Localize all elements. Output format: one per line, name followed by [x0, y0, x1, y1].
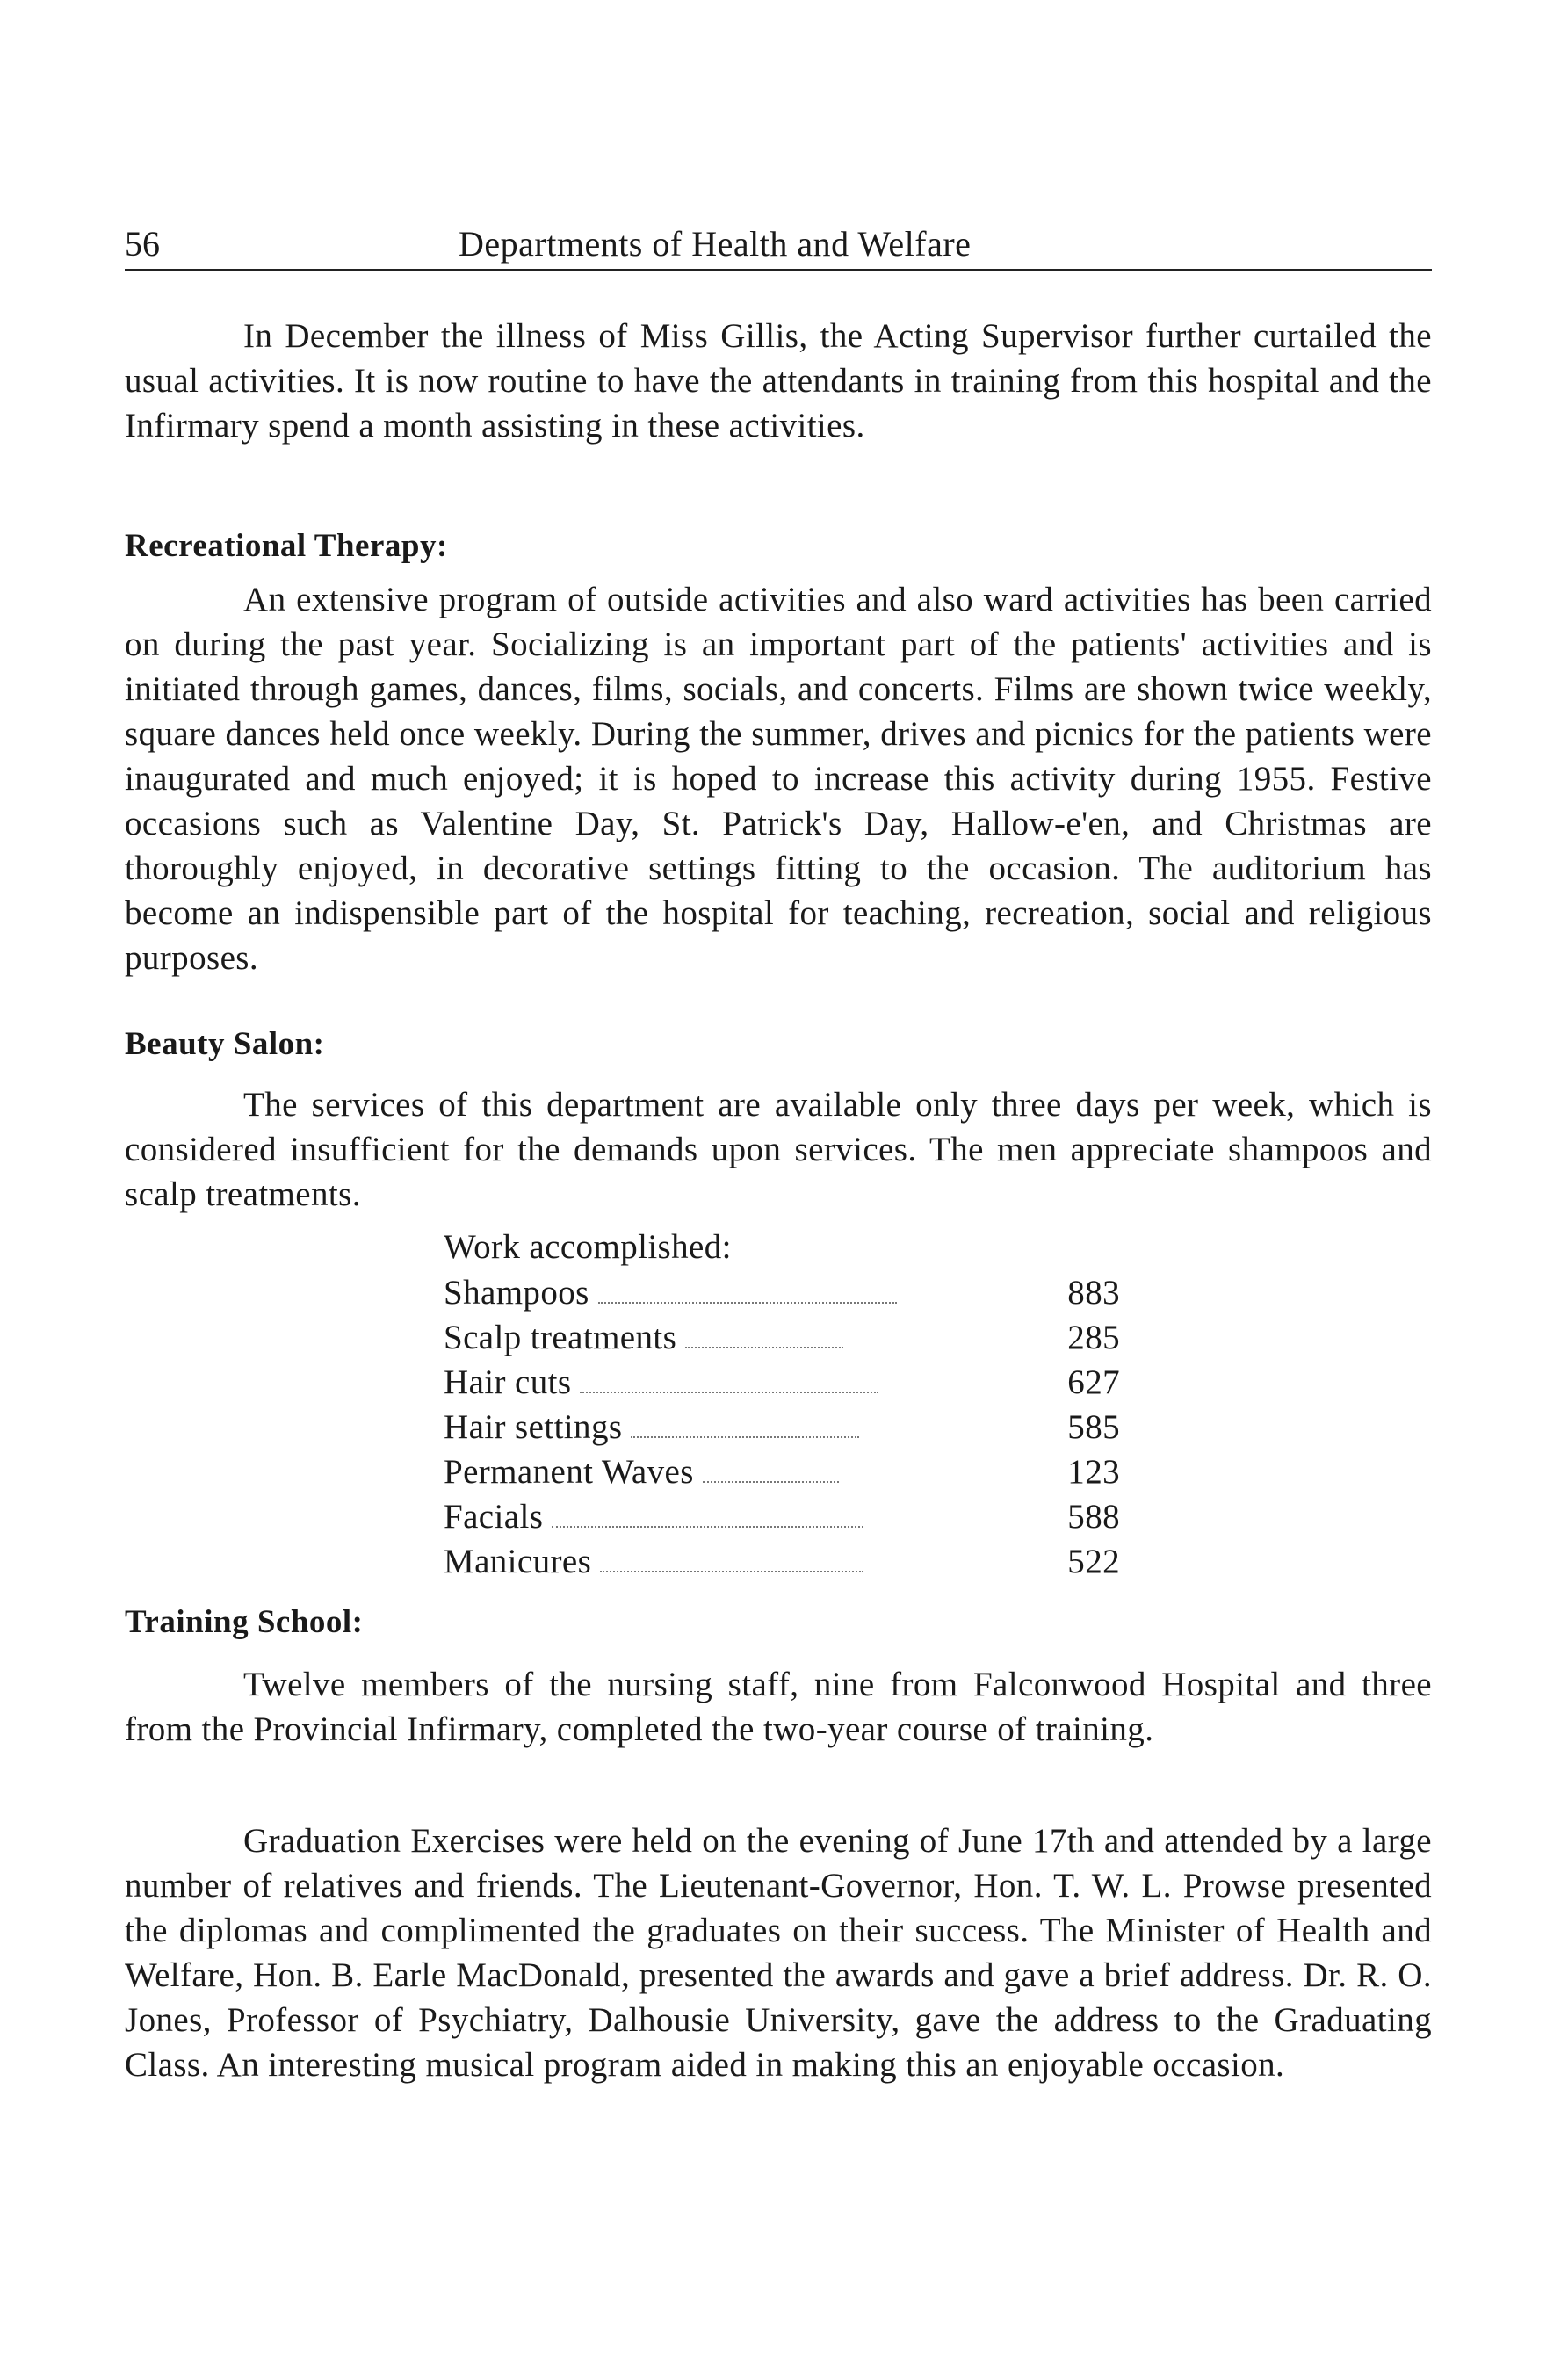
work-item-value: 883 — [1067, 1274, 1120, 1312]
list-item — [444, 1360, 1129, 1405]
list-item — [444, 1449, 1129, 1494]
page-header — [125, 218, 1432, 271]
dot-leader — [552, 1526, 863, 1528]
work-item-label: Hair cuts — [444, 1363, 572, 1401]
dot-leader — [685, 1347, 843, 1348]
dot-leader — [703, 1481, 839, 1483]
list-item — [444, 1405, 1129, 1449]
training-school-paragraph-1: Twelve members of the nursing staff, nine from Falconwood Hospital and three from the Provincial Infirmary, completed the two-year course of training. — [125, 1666, 1432, 1748]
dot-leader — [598, 1302, 897, 1304]
work-item-label: Hair settings — [444, 1408, 623, 1446]
header-rule — [125, 269, 1432, 271]
beauty-salon-paragraph: The services of this department are available only three days per week, which is considered insufficient for the demands upon services. The men appreciate shampoos and scalp treatments. — [125, 1086, 1432, 1213]
list-item — [444, 1539, 1129, 1584]
work-item-label: Manicures — [444, 1543, 592, 1580]
recreational-therapy-heading: Recreational Therapy: — [125, 528, 448, 564]
work-item-value: 123 — [1067, 1453, 1120, 1491]
work-item-value: 522 — [1067, 1543, 1120, 1580]
work-accomplished-list — [444, 1270, 1129, 1584]
work-item-label: Facials — [444, 1498, 544, 1536]
work-accomplished-caption: Work accomplished: — [444, 1228, 732, 1266]
dot-leader — [580, 1392, 878, 1393]
work-item-value: 285 — [1067, 1319, 1120, 1356]
dot-leader — [631, 1436, 859, 1438]
work-item-value: 627 — [1067, 1363, 1120, 1401]
dot-leader — [600, 1571, 863, 1572]
list-item — [444, 1315, 1129, 1360]
list-item — [444, 1270, 1129, 1315]
work-item-value: 585 — [1067, 1408, 1120, 1446]
work-item-value: 588 — [1067, 1498, 1120, 1536]
training-school-paragraph-2: Graduation Exercises were held on the evening of June 17th and attended by a large number of relatives and friends. The Lieutenant-Governor, Hon. T. W. L. Prowse presented the diplomas and complimented the graduates on their success. The Minister of Health and Welfare, Hon. B. Earle MacDonald, presented the awards and gave a brief address. Dr. R. O. Jones, Professor of Psychiatry, Dalhousie University, gave the address to the Graduating Class. An interesting musical program aided in making this an enjoyable occasion. — [125, 1822, 1432, 2084]
page-number: 56 — [125, 224, 160, 264]
work-item-label: Scalp treatments — [444, 1319, 677, 1356]
recreational-therapy-paragraph: An extensive program of outside activities and also ward activities has been carried on during the past year. Socializing is an important part of the patients' activities and is initiated through games, dances, films, socials, and concerts. Films are shown twice weekly, square dances held once weekly. During the summer, drives and picnics for the patients were inaugurated and much enjoyed; it is hoped to increase this activity during 1955. Festive occasions such as Valentine Day, St. Patrick's Day, Hallow-e'en, and Christmas are thoroughly enjoyed, in decorative settings fitting to the occasion. The auditorium has become an indispensible part of the hospital for teaching, recreation, social and religious purposes. — [125, 581, 1432, 977]
intro-paragraph: In December the illness of Miss Gillis, the Acting Supervisor further curtailed the usual activities. It is now routine to have the attendants in training from this hospital and the Infirmary spend a month assisting in these activities. — [125, 317, 1432, 445]
training-school-heading: Training School: — [125, 1604, 364, 1640]
work-item-label: Permanent Waves — [444, 1453, 694, 1491]
running-title: Departments of Health and Welfare — [459, 224, 972, 264]
beauty-salon-heading: Beauty Salon: — [125, 1026, 325, 1062]
list-item — [444, 1494, 1129, 1539]
work-item-label: Shampoos — [444, 1274, 589, 1312]
